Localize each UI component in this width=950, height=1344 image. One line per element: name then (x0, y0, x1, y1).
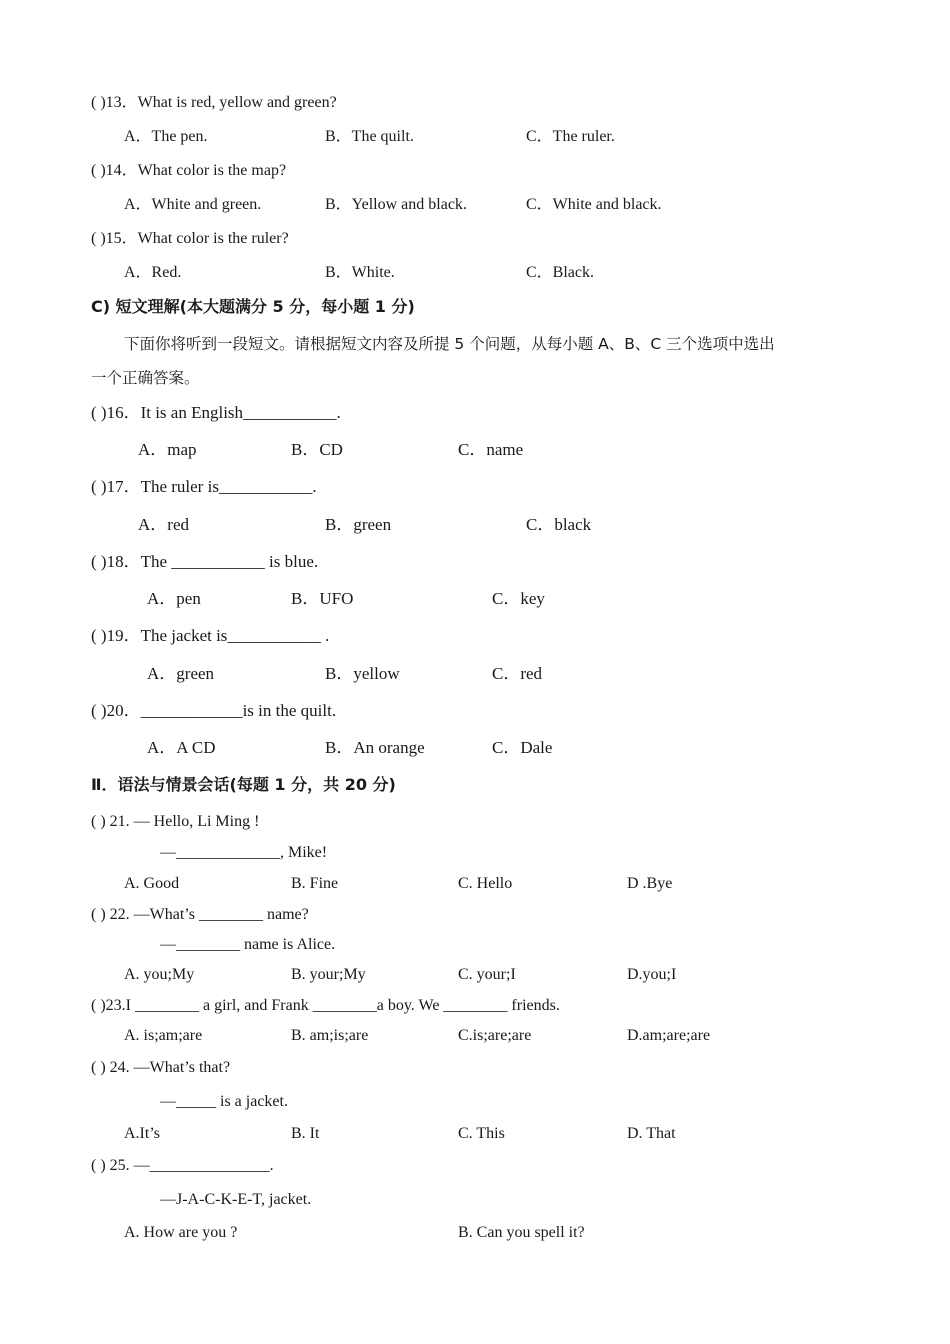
question-16-option-b: B．CD (291, 440, 343, 459)
question-23-stem: ( )23.I ________ a girl, and Frank ________a boy. We ________ friends. (91, 997, 560, 1014)
question-24-option-a: A.It’s (124, 1125, 160, 1142)
question-18-option-a: A．pen (147, 589, 201, 608)
question-25-reply: —J-A-C-K-E-T, jacket. (160, 1191, 312, 1208)
question-23-option-a: A. is;am;are (124, 1027, 203, 1044)
question-23-option-c: C.is;are;are (458, 1027, 532, 1044)
question-24-reply: —_____ is a jacket. (160, 1093, 288, 1110)
question-18-option-b: B．UFO (291, 589, 354, 608)
question-22-reply: —________ name is Alice. (160, 936, 336, 953)
question-18-option-c: C．key (492, 589, 545, 608)
question-22-option-d: D.you;I (627, 966, 677, 983)
question-15-stem: ( )15．What color is the ruler? (91, 230, 289, 247)
question-19-option-c: C．red (492, 664, 543, 683)
question-24-option-c: C. This (458, 1125, 505, 1142)
question-21-option-b: B. Fine (291, 875, 339, 892)
question-23-option-d: D.am;are;are (627, 1027, 711, 1044)
question-16-stem: ( )16．It is an English___________. (91, 403, 341, 422)
question-20-stem: ( )20．____________is in the quilt. (91, 701, 337, 720)
question-19-stem: ( )19．The jacket is___________ . (91, 626, 330, 645)
question-22-stem: ( ) 22. —What’s ________ name? (91, 906, 309, 923)
question-17-stem: ( )17．The ruler is___________. (91, 477, 317, 496)
question-13-option-a: A．The pen. (124, 128, 208, 145)
question-18-stem: ( )18．The ___________ is blue. (91, 552, 319, 571)
question-21-option-d: D .Bye (627, 875, 673, 892)
question-19-option-a: A．green (147, 664, 215, 683)
question-21-option-c: C. Hello (458, 875, 513, 892)
question-21-stem: ( ) 21. — Hello, Li Ming ! (91, 813, 260, 830)
question-14-option-c: C．White and black. (526, 196, 662, 213)
question-20-option-b: B．An orange (325, 738, 425, 757)
question-16-option-a: A．map (138, 440, 197, 459)
question-17-option-a: A．red (138, 515, 189, 534)
question-22-option-c: C. your;I (458, 966, 516, 983)
question-25-stem: ( ) 25. —_______________. (91, 1157, 274, 1174)
question-15-option-b: B．White. (325, 264, 395, 281)
question-13-option-b: B．The quilt. (325, 128, 414, 145)
question-21-reply: —_____________, Mike! (160, 844, 328, 861)
question-13-stem: ( )13．What is red, yellow and green? (91, 94, 337, 111)
question-20-option-c: C．Dale (492, 738, 553, 757)
question-14-option-b: B．Yellow and black. (325, 196, 467, 213)
question-24-option-d: D. That (627, 1125, 676, 1142)
question-17-option-c: C．black (526, 515, 592, 534)
section-2-heading: Ⅱ．语法与情景会话(每题 1 分，共 20 分) (91, 775, 396, 794)
question-22-option-a: A. you;My (124, 966, 195, 983)
question-24-stem: ( ) 24. —What’s that? (91, 1059, 231, 1076)
question-20-option-a: A．A CD (147, 738, 216, 757)
question-23-option-b: B. am;is;are (291, 1027, 369, 1044)
question-19-option-b: B．yellow (325, 664, 400, 683)
question-25-option-a: A. How are you ? (124, 1224, 238, 1241)
question-16-option-c: C．name (458, 440, 524, 459)
question-14-option-a: A．White and green. (124, 196, 262, 213)
question-21-option-a: A. Good (124, 875, 180, 892)
question-24-option-b: B. It (291, 1125, 320, 1142)
question-25-option-b: B. Can you spell it? (458, 1224, 585, 1241)
question-15-option-c: C．Black. (526, 264, 594, 281)
question-13-option-c: C．The ruler. (526, 128, 615, 145)
question-22-option-b: B. your;My (291, 966, 366, 983)
question-14-stem: ( )14．What color is the map? (91, 162, 287, 179)
question-17-option-b: B．green (325, 515, 392, 534)
question-15-option-a: A．Red. (124, 264, 182, 281)
section-c-instruction-line1: 下面你将听到一段短文。请根据短文内容及所提 5 个问题，从每小题 A、B、C 三个选项中选出 (124, 335, 775, 353)
section-c-heading: C) 短文理解(本大题满分 5 分，每小题 1 分) (91, 297, 415, 316)
section-c-instruction-line2: 一个正确答案。 (91, 369, 200, 387)
